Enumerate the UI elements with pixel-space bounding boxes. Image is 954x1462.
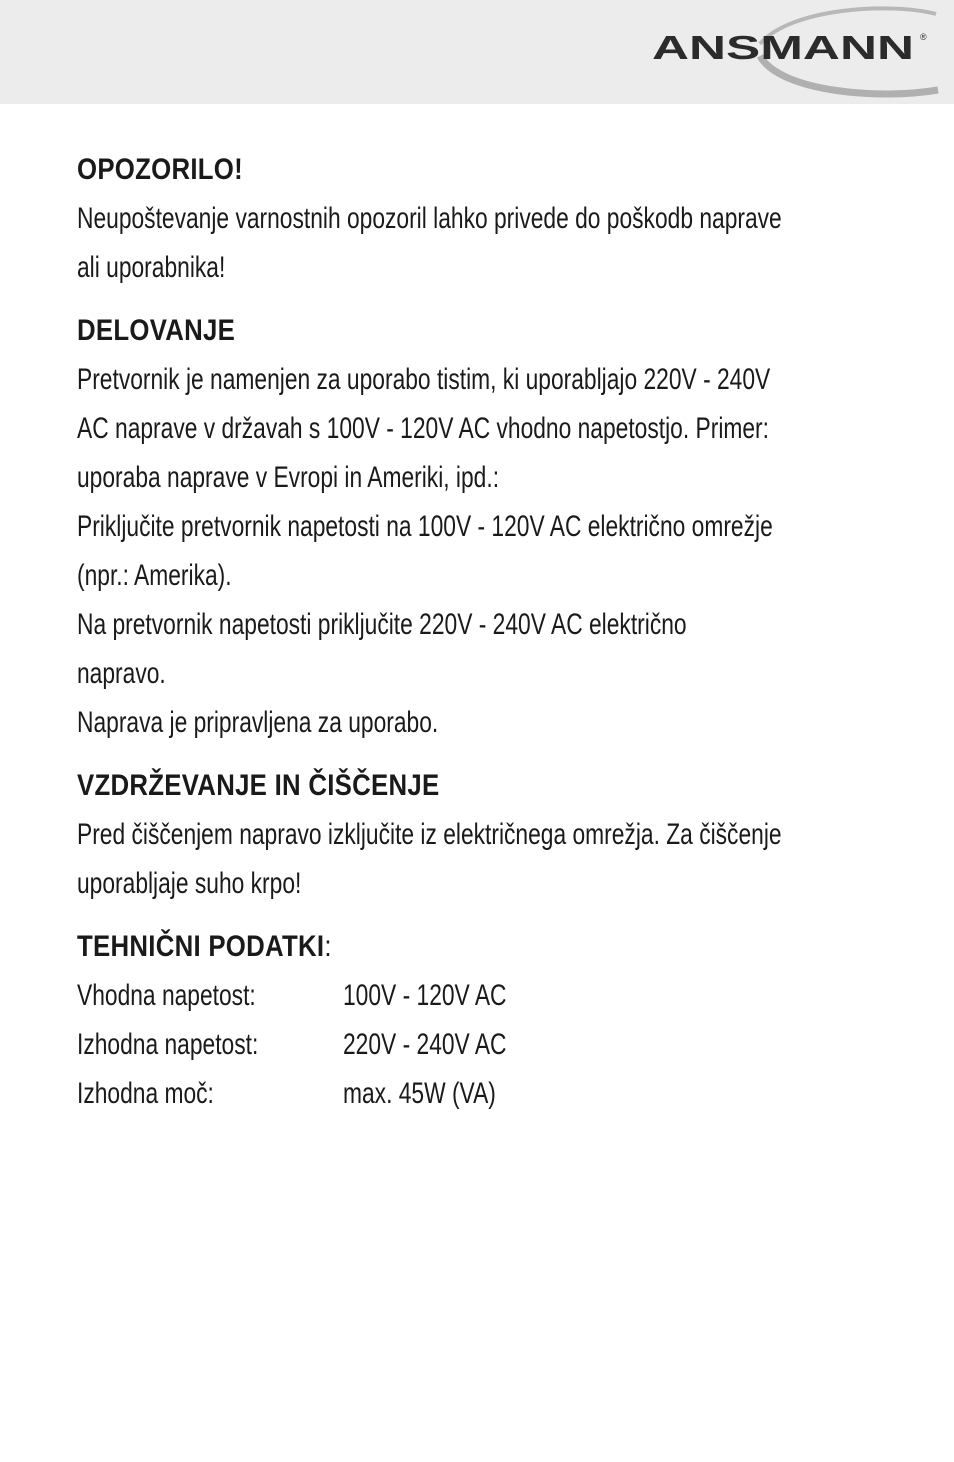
warning-section [77, 146, 897, 292]
ansmann-logo [640, 4, 940, 98]
page-header [0, 0, 954, 104]
operation-line: Priključite pretvornik napetosti na 100V - 120V AC električno omrežje [77, 510, 773, 543]
logo-text: ANSMANN [652, 29, 914, 66]
maintenance-line: uporabljaje suho krpo! [77, 867, 302, 900]
spec-row-output-voltage [77, 1020, 897, 1069]
maintenance-line: Pred čiščenjem napravo izključite iz električnega omrežja. Za čiščenje [77, 818, 782, 851]
operation-line: Pretvornik je namenjen za uporabo tistim, ki uporabljajo 220V - 240V [77, 363, 771, 396]
maintenance-section [77, 762, 897, 908]
technical-title-colon: : [324, 930, 332, 963]
maintenance-heading: VZDRŽEVANJE IN ČIŠČENJE [77, 769, 440, 802]
warning-line: ali uporabnika! [77, 251, 226, 284]
registered-mark: ® [920, 32, 927, 42]
manual-content [77, 146, 897, 1133]
operation-line: AC naprave v državah s 100V - 120V AC vhodno napetostjo. Primer: [77, 412, 769, 445]
operation-line: Na pretvornik napetosti priključite 220V - 240V AC električno [77, 608, 687, 641]
spec-row-input-voltage [77, 971, 897, 1020]
spec-value: 220V - 240V AC [343, 1028, 507, 1061]
spec-label: Izhodna moč: [77, 1077, 214, 1110]
spec-label: Vhodna napetost: [77, 979, 256, 1012]
warning-line: Neupoštevanje varnostnih opozoril lahko privede do poškodb naprave [77, 202, 782, 235]
spec-value: max. 45W (VA) [343, 1077, 496, 1110]
spec-row-output-power [77, 1069, 897, 1118]
operation-line: uporaba naprave v Evropi in Ameriki, ipd.: [77, 461, 500, 494]
spec-label: Izhodna napetost: [77, 1028, 259, 1061]
operation-heading: DELOVANJE [77, 314, 236, 347]
technical-section [77, 923, 897, 1118]
operation-line: napravo. [77, 657, 166, 690]
spec-value: 100V - 120V AC [343, 979, 507, 1012]
operation-line: Naprava je pripravljena za uporabo. [77, 706, 439, 739]
technical-heading [77, 923, 782, 971]
operation-line: (npr.: Amerika). [77, 559, 232, 592]
technical-title: TEHNIČNI PODATKI [77, 930, 325, 963]
warning-heading: OPOZORILO! [77, 153, 243, 186]
operation-section [77, 307, 897, 747]
